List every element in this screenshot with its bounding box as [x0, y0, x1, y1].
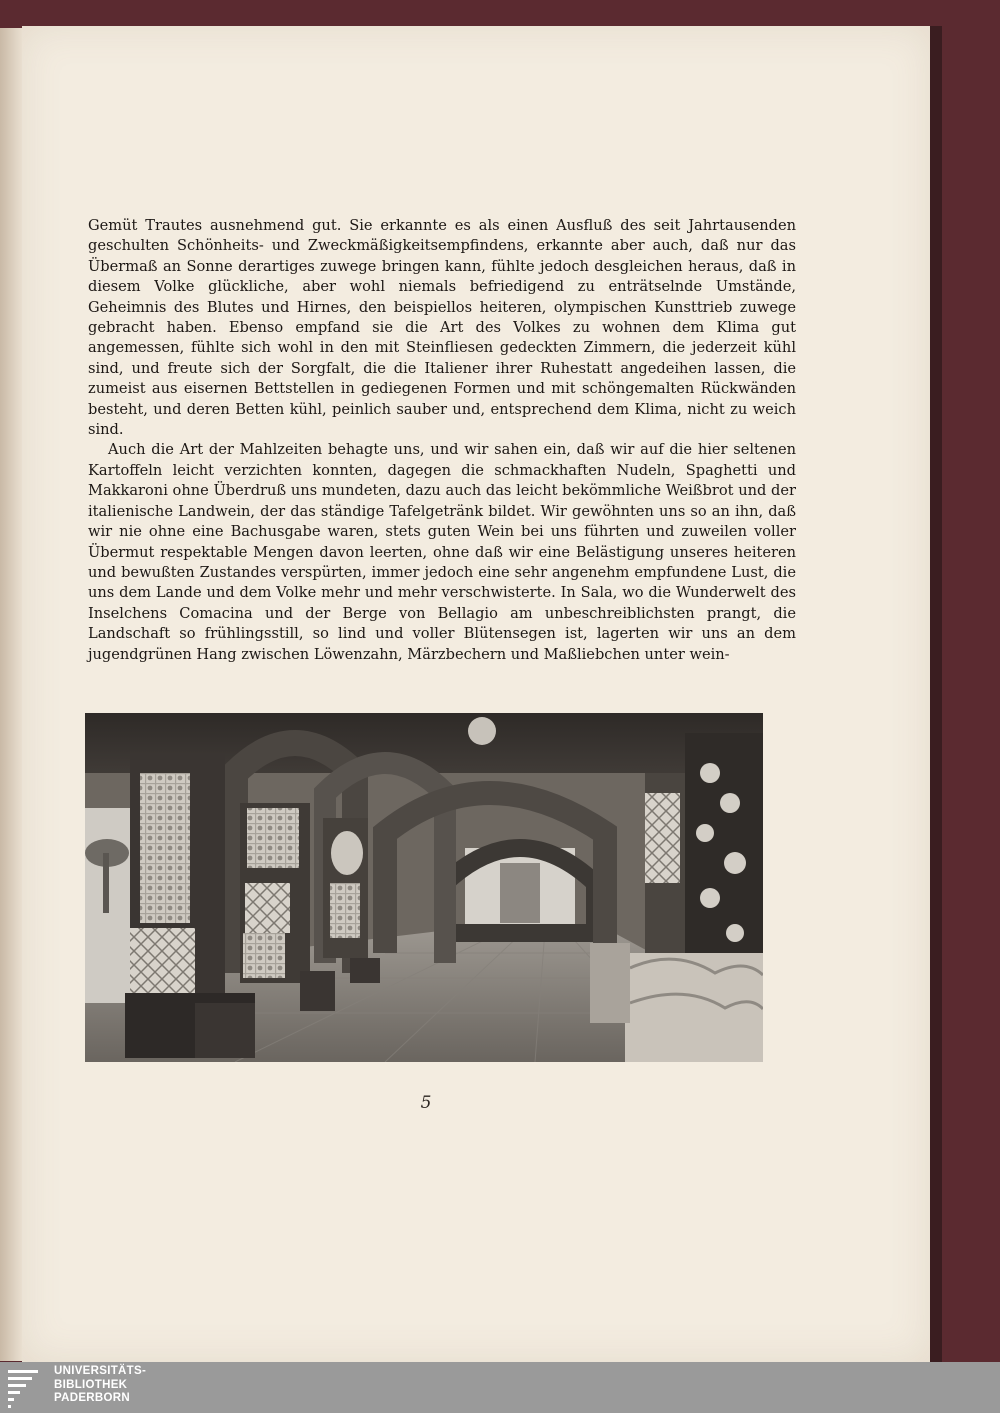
- page-edge-shadow: [930, 26, 942, 1364]
- paragraph-1: Gemüt Trautes ausnehmend gut. Sie erkannte es als einen Ausfluß des seit Jahrtausenden geschulten Schönheits- und Zweckmäßigkeitsempfindens, erkannte aber auch, daß nur das Übermaß an Sonne derartiges zuwege bringen kann, fühlte jedoch desgleichen heraus, daß in diesem Volke glückliche, aber wohl niemals befriedigend zu enträtselnde Umstände, Geheimnis des Blutes und Hirnes, den beispiellos heiteren, olympischen Kunsttrieb zuwege gebracht haben. Ebenso empfand sie die Art des Volkes zu wohnen dem Klima gut angemessen, fühlte sich wohl in den mit Steinfliesen gedeckten Zimmern, die jederzeit kühl sind, und freute sich der Sorgfalt, die die Italiener ihrer Ruhestatt angedeihen lassen, die zumeist aus eisernen Bettstellen in gediegenen Formen und mit schöngemalten Rückwänden besteht, und deren Betten kühl, peinlich sauber und, entsprechend dem Klima, nicht zu weich sind.: [88, 217, 796, 439]
- library-name: [54, 1365, 146, 1406]
- library-name-line-3: PADERBORN: [54, 1392, 130, 1404]
- body-text: [88, 216, 796, 665]
- book-page: [22, 26, 930, 1362]
- page-number: 5: [420, 1093, 432, 1113]
- library-name-line-1: UNIVERSITÄTS-: [54, 1365, 147, 1377]
- library-logo-icon: [6, 1366, 50, 1410]
- library-footer: [0, 1362, 1000, 1413]
- paragraph-2: Auch die Art der Mahlzeiten behagte uns, und wir sahen ein, daß wir auf die hier seltenen Kartoffeln leicht verzichten konnten, dagegen die schmackhaften Nudeln, Spaghetti und Makkaroni ohne Überdruß uns mundeten, dazu auch das leicht bekömmliche Weißbrot und der italienische Landwein, der das ständige Tafelgetränk bildet. Wir gewöhnten uns so an ihn, daß wir nie ohne eine Bachusgabe waren, stets guten Wein bei uns führten und zuweilen voller Übermut respektable Mengen davon leerten, ohne daß wir eine Belästigung unseres heiteren und bewußten Zustandes verspürten, immer jedoch eine sehr angenehm empfundene Lust, die uns dem Lande und dem Volke mehr und mehr verschwisterte. In Sala, wo die Wunderwelt des Inselchens Comacina und der Berge von Bellagio am unbeschreiblichsten prangt, die Landschaft so frühlingsstill, so lind und voller Blütensegen ist, lagerten wir uns an dem jugendgrünen Hang zwischen Löwenzahn, Märzbechern und Maßliebchen unter wein-: [88, 441, 796, 663]
- book-gutter-left: [0, 28, 22, 1361]
- library-name-line-2: BIBLIOTHEK: [54, 1378, 128, 1391]
- arcade-photograph: [85, 713, 763, 1062]
